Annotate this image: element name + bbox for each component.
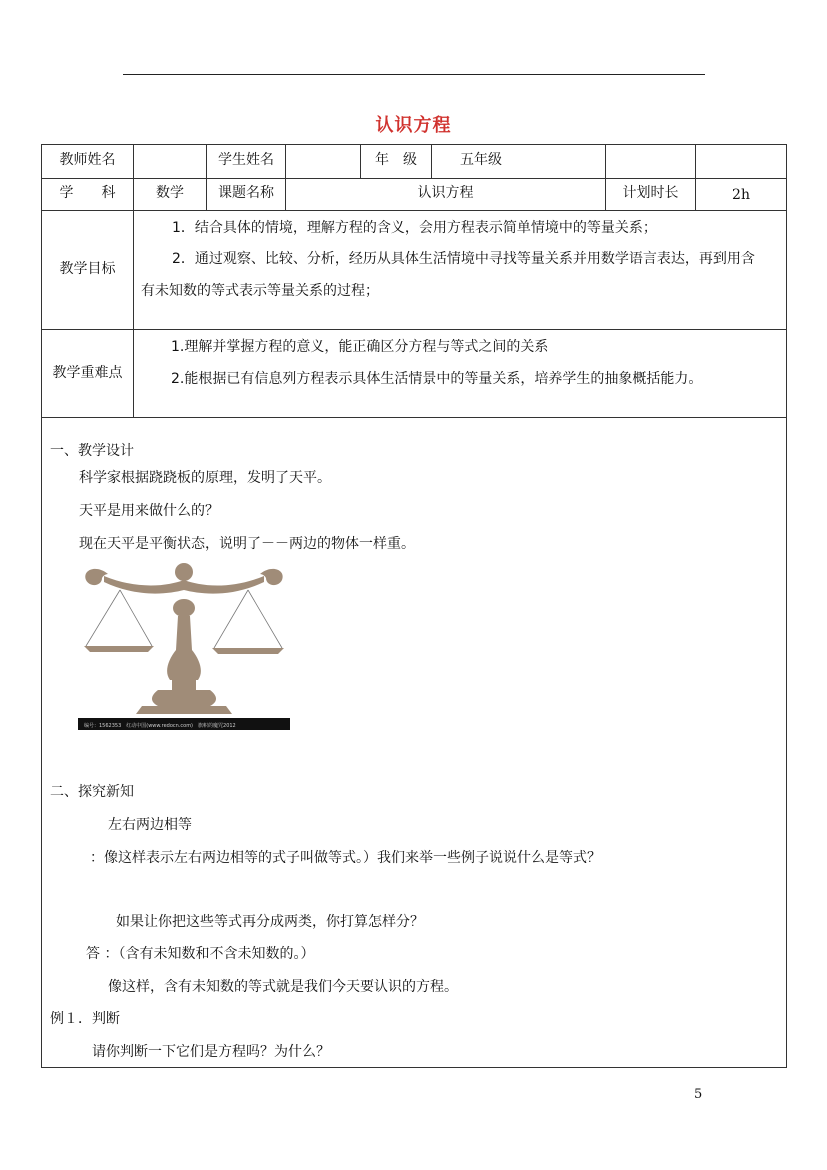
row-divider xyxy=(42,417,786,418)
key-point-item: 1.理解并掌握方程的意义，能正确区分方程与等式之间的关系 xyxy=(171,339,549,355)
page-number: 5 xyxy=(694,1087,703,1102)
header-rule xyxy=(123,74,705,75)
key-point-item: 2.能根据已有信息列方程表示具体生活情景中的等量关系，培养学生的抽象概括能力。 xyxy=(171,371,703,387)
section-line: 答 ：（含有未知数和不含未知数的。） xyxy=(86,946,315,962)
lesson-name-label: 课题名称 xyxy=(218,185,274,201)
section-line: 科学家根据跷跷板的原理，发明了天平。 xyxy=(79,470,331,486)
teacher-name-label: 教师姓名 xyxy=(59,152,116,168)
row-divider xyxy=(42,329,786,330)
section-heading: 一、教学设计 xyxy=(50,443,134,459)
col-divider xyxy=(133,210,134,417)
section-line: ：像这样表示左右两边相等的式子叫做等式。）我们来举一些例子说说什么是等式？ xyxy=(90,850,601,866)
balance-scale-image xyxy=(78,560,290,730)
grade-label: 年 级 xyxy=(375,152,417,168)
goals-label: 教学目标 xyxy=(59,261,116,277)
balance-scale-icon xyxy=(78,560,290,730)
row-divider xyxy=(42,210,786,211)
planned-time-label: 计划时长 xyxy=(622,185,679,201)
subject-value: 数学 xyxy=(156,185,184,201)
section-line: 请你判断一下它们是方程吗？为什么？ xyxy=(92,1044,330,1060)
goal-item: 1．结合具体的情境，理解方程的含义，会用方程表示简单情境中的等量关系； xyxy=(172,220,657,236)
section-line: 左右两边相等 xyxy=(108,817,192,833)
planned-time-value: 2h xyxy=(732,187,750,203)
goal-item: 2．通过观察、比较、分析，经历从具体生活情境中寻找等量关系并用数学语言表达，再到用含 xyxy=(172,251,755,267)
grade-value: 五年级 xyxy=(460,152,502,168)
section-line: 如果让你把这些等式再分成两类，你打算怎样分？ xyxy=(116,914,424,930)
image-caption: 编号：1562353 红动中国(www.redocn.com) 旗帜的魔咒2012 xyxy=(84,723,236,729)
lesson-name-value: 认识方程 xyxy=(417,185,474,201)
example-heading: 例１．判断 xyxy=(50,1011,120,1027)
key-points-label: 教学重难点 xyxy=(52,365,123,381)
col-divider xyxy=(431,145,432,178)
section-line: 像这样，含有未知数的等式就是我们今天要认识的方程。 xyxy=(108,979,458,995)
section-line: 现在天平是平衡状态，说明了－－两边的物体一样重。 xyxy=(79,536,415,552)
page-title: 认识方程 xyxy=(375,115,452,136)
student-name-label: 学生姓名 xyxy=(218,152,274,168)
subject-label: 学 科 xyxy=(59,185,116,201)
section-heading: 二、探究新知 xyxy=(50,784,134,800)
goal-item: 有未知数的等式表示等量关系的过程； xyxy=(141,283,379,299)
section-line: 天平是用来做什么的？ xyxy=(79,503,219,519)
row-divider xyxy=(42,178,786,179)
